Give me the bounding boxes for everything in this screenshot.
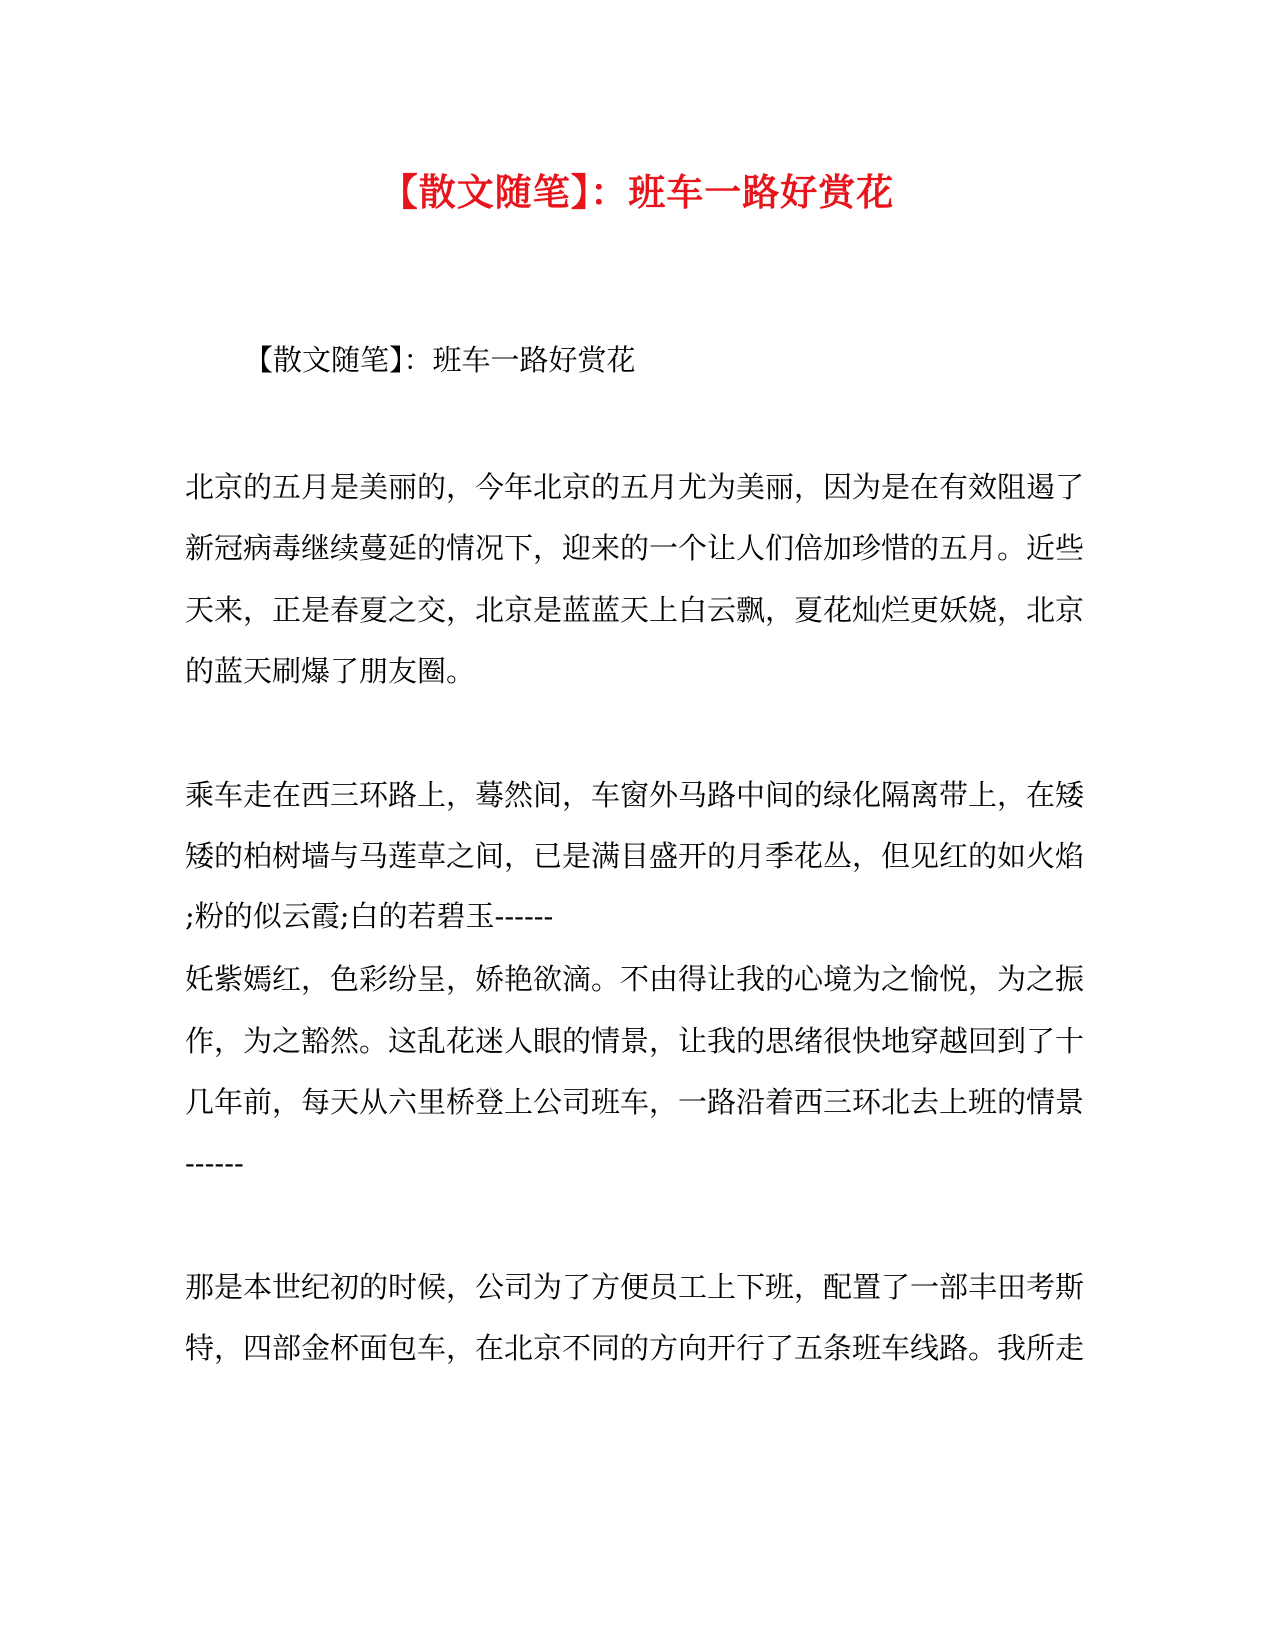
text-line: 作，为之豁然。这乱花迷人眼的情景，让我的思绪很快地穿越回到了十 (185, 1024, 1085, 1058)
page-title: 【散文随笔】：班车一路好赏花 (380, 170, 895, 214)
text-line: 奼紫嫣红，色彩纷呈，娇艳欲滴。不由得让我的心境为之愉悦，为之振 (185, 962, 1085, 996)
text-line: 天来，正是春夏之交，北京是蓝蓝天上白云飘，夏花灿烂更妖娆，北京 (185, 593, 1085, 627)
text-line: 矮的柏树墙与马莲草之间，已是满目盛开的月季花丛，但见红的如火焰 (185, 839, 1085, 873)
subtitle: 【散文随笔】：班车一路好赏花 (244, 343, 636, 377)
text-line: ------ (185, 1146, 244, 1180)
text-line: 乘车走在西三环路上，蓦然间，车窗外马路中间的绿化隔离带上，在矮 (185, 778, 1085, 812)
text-line: 几年前，每天从六里桥登上公司班车，一路沿着西三环北去上班的情景 (185, 1085, 1085, 1119)
text-line: 那是本世纪初的时候，公司为了方便员工上下班，配置了一部丰田考斯 (185, 1270, 1085, 1304)
text-line: ;粉的似云霞;白的若碧玉------ (185, 899, 554, 933)
text-line: 的蓝天刷爆了朋友圈。 (185, 654, 476, 688)
text-line: 特，四部金杯面包车，在北京不同的方向开行了五条班车线路。我所走 (185, 1331, 1085, 1365)
text-line: 新冠病毒继续蔓延的情况下，迎来的一个让人们倍加珍惜的五月。近些 (185, 531, 1085, 565)
text-line: 北京的五月是美丽的，今年北京的五月尤为美丽，因为是在有效阻遏了 (185, 470, 1085, 504)
